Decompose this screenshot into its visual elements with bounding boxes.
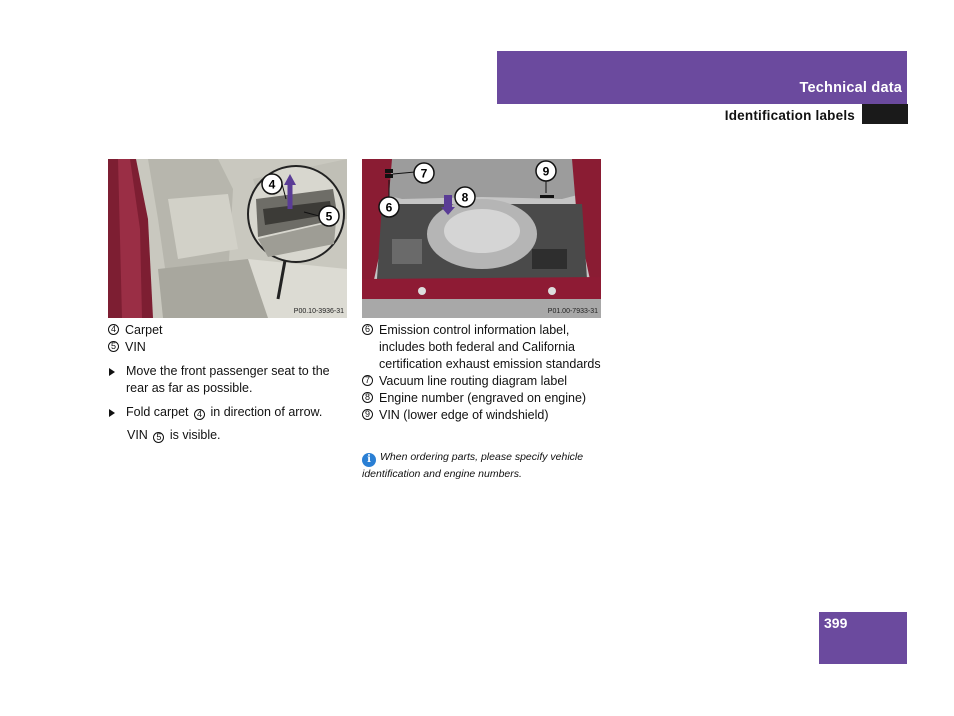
legend-text: Engine number (engraved on engine) <box>379 391 587 405</box>
instruction-step-1 <box>108 363 348 397</box>
legend-marker: 8 <box>362 392 373 403</box>
callout-6: 6 <box>385 200 393 215</box>
bullet-arrow-icon <box>109 368 115 376</box>
legend-item-vin-windshield <box>362 407 602 424</box>
figure-passenger-footwell <box>108 159 347 318</box>
inline-marker: 5 <box>153 432 164 443</box>
info-note-text: When ordering parts, please specify vehicle identification and engine numbers. <box>362 451 584 480</box>
legend-text: VIN <box>125 340 146 354</box>
bullet-arrow-icon <box>109 409 115 417</box>
header-band <box>497 51 907 104</box>
callout-8: 8 <box>461 190 469 205</box>
legend-marker: 7 <box>362 375 373 386</box>
info-icon: i <box>362 453 376 467</box>
legend-item-vin <box>108 339 348 356</box>
legend-item-vacuum-label <box>362 373 602 390</box>
legend-item-carpet <box>108 322 348 339</box>
instruction-text-part: Fold carpet <box>126 405 189 419</box>
vin-text-part: VIN <box>127 428 148 442</box>
legend-marker: 5 <box>108 341 119 352</box>
inline-marker: 4 <box>194 409 205 420</box>
page-number: 399 <box>824 615 848 631</box>
callout-4: 4 <box>268 177 276 192</box>
callout-9: 9 <box>542 164 550 179</box>
info-note <box>362 450 607 482</box>
subsection-title: Identification labels <box>724 108 855 123</box>
right-column <box>362 322 602 424</box>
legend-item-engine-number <box>362 390 602 407</box>
figure-ref-right: P01.00-7933-31 <box>547 308 598 315</box>
instruction-text: Move the front passenger seat to the rear as far as possible. <box>126 364 330 395</box>
legend-text: Emission control information label, includes both federal and California certification exhaust emission standards <box>379 323 601 371</box>
legend-marker: 9 <box>362 409 373 420</box>
callout-5: 5 <box>325 209 333 224</box>
vin-text-part: is visible. <box>169 428 221 442</box>
section-title: Technical data <box>799 80 902 96</box>
left-column <box>108 322 348 444</box>
legend-item-emission-label <box>362 322 602 373</box>
figure-ref-left: P00.10-3936-31 <box>293 308 344 315</box>
instruction-text <box>126 404 322 421</box>
instruction-text-part: in direction of arrow. <box>210 405 323 419</box>
figure-engine-bay <box>362 159 601 318</box>
legend-text: VIN (lower edge of windshield) <box>379 408 549 422</box>
instruction-step-2 <box>108 404 348 421</box>
legend-text: Vacuum line routing diagram label <box>379 374 568 388</box>
legend-marker: 4 <box>108 324 119 335</box>
legend-marker: 6 <box>362 324 373 335</box>
vin-visible-note <box>108 427 348 444</box>
subsection-tab <box>862 104 908 124</box>
legend-text: Carpet <box>125 323 163 337</box>
callout-7: 7 <box>420 166 428 181</box>
